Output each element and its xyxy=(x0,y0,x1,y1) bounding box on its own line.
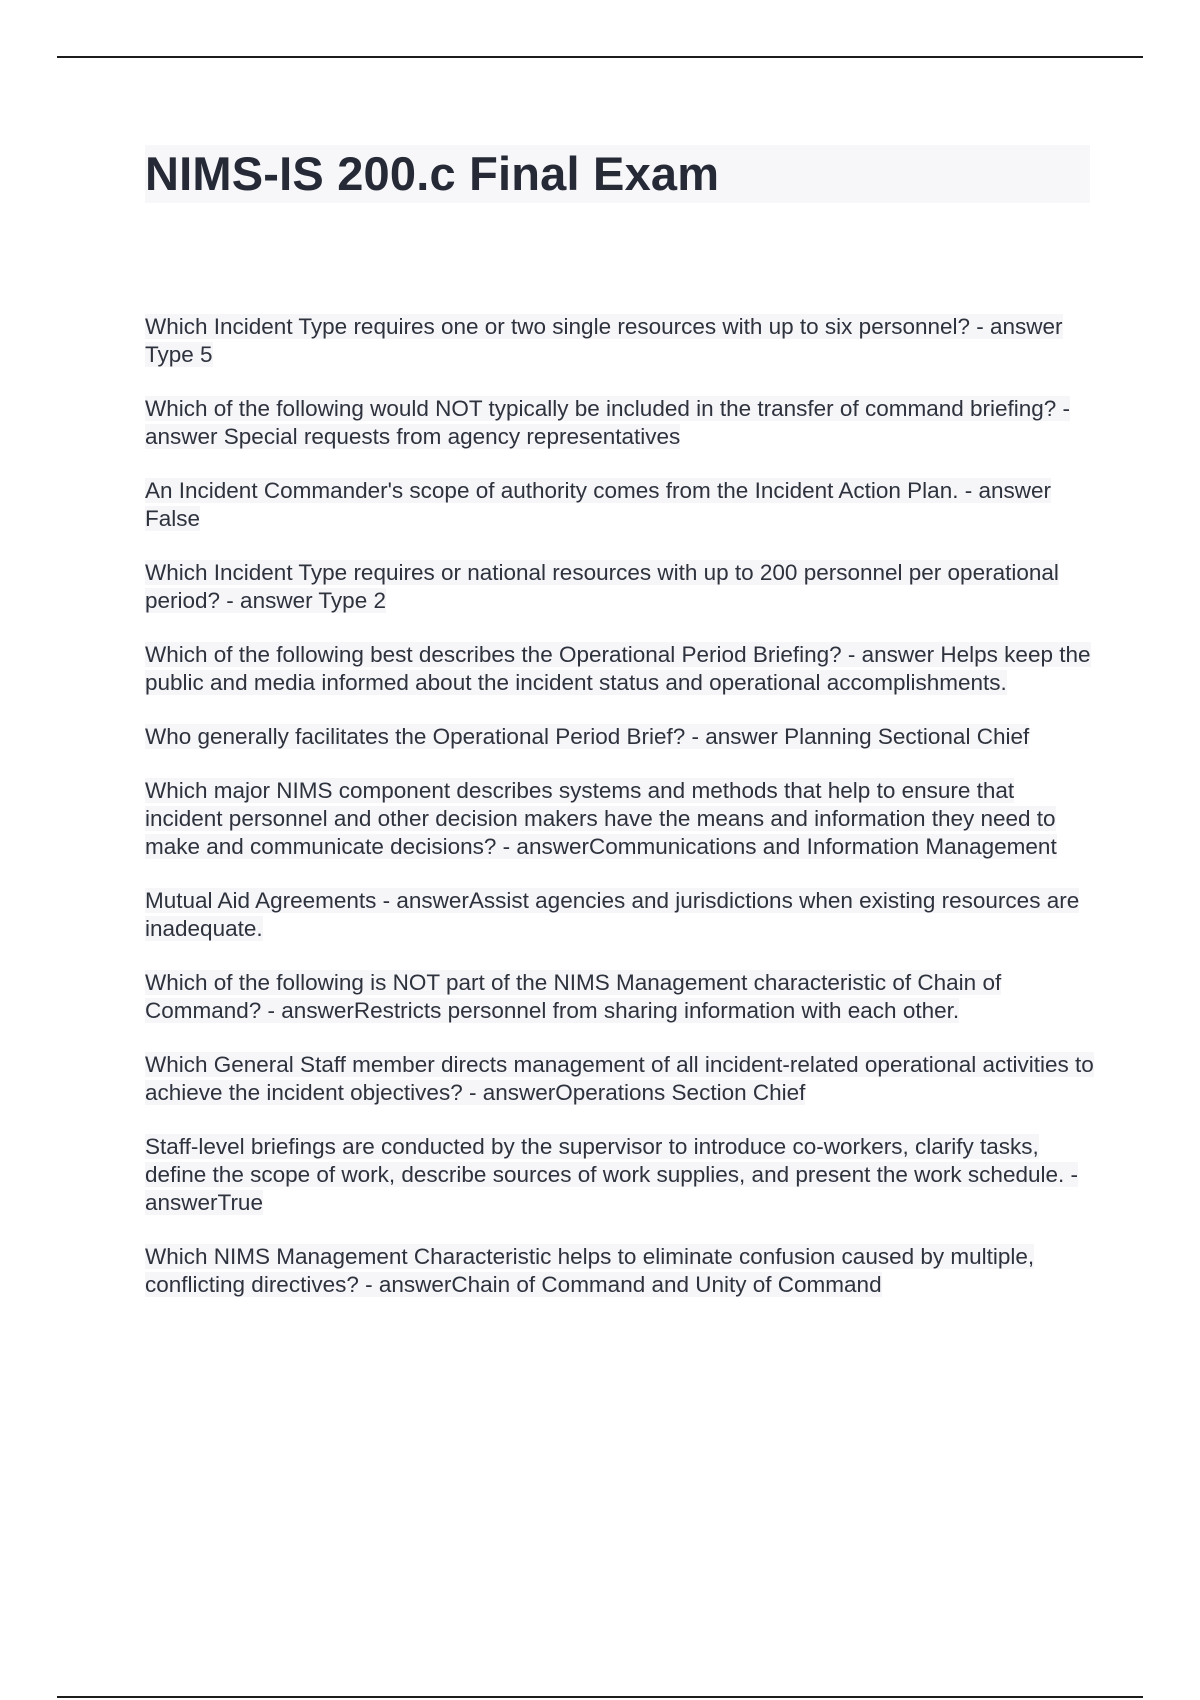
qa-item xyxy=(145,1133,1095,1217)
qa-text: Which major NIMS component describes systems and methods that help to ensure that incident personnel and other decision makers have the means and information they need to make and communicate decisions? - answerCommunications and Information Management xyxy=(145,778,1057,859)
qa-text: Which Incident Type requires one or two single resources with up to six personnel? - answer Type 5 xyxy=(145,314,1063,367)
top-rule xyxy=(57,56,1143,58)
qa-item xyxy=(145,969,1095,1025)
qa-item xyxy=(145,1051,1095,1107)
qa-text: Which General Staff member directs management of all incident-related operational activities to achieve the incident objectives? - answerOperations Section Chief xyxy=(145,1052,1094,1105)
qa-text: Staff-level briefings are conducted by the supervisor to introduce co-workers, clarify tasks, define the scope of work, describe sources of work supplies, and present the work schedule. - answerTrue xyxy=(145,1134,1078,1215)
qa-item xyxy=(145,559,1095,615)
qa-text: Which Incident Type requires or national resources with up to 200 personnel per operational period? - answer Type 2 xyxy=(145,560,1059,613)
qa-text: Which of the following is NOT part of the NIMS Management characteristic of Chain of Command? - answerRestricts personnel from sharing information with each other. xyxy=(145,970,1002,1023)
qa-text: Which of the following would NOT typically be included in the transfer of command briefing? - answer Special requests from agency representatives xyxy=(145,396,1071,449)
qa-list xyxy=(145,313,1095,1325)
qa-text: Which of the following best describes the Operational Period Briefing? - answer Helps keep the public and media informed about the incident status and operational accomplishments. xyxy=(145,642,1091,695)
qa-item xyxy=(145,641,1095,697)
qa-text: Who generally facilitates the Operational Period Brief? - answer Planning Sectional Chief xyxy=(145,724,1030,749)
qa-text: Which NIMS Management Characteristic helps to eliminate confusion caused by multiple, conflicting directives? - answerChain of Command and Unity of Command xyxy=(145,1244,1035,1297)
qa-item xyxy=(145,777,1095,861)
qa-item xyxy=(145,395,1095,451)
bottom-rule xyxy=(57,1696,1143,1698)
qa-item xyxy=(145,477,1095,533)
qa-item xyxy=(145,723,1095,751)
qa-text: Mutual Aid Agreements - answerAssist agencies and jurisdictions when existing resources are inadequate. xyxy=(145,888,1080,941)
qa-item xyxy=(145,313,1095,369)
qa-item xyxy=(145,1243,1095,1299)
qa-text: An Incident Commander's scope of authority comes from the Incident Action Plan. - answer False xyxy=(145,478,1051,531)
qa-item xyxy=(145,887,1095,943)
page-title: NIMS-IS 200.c Final Exam xyxy=(145,147,720,200)
